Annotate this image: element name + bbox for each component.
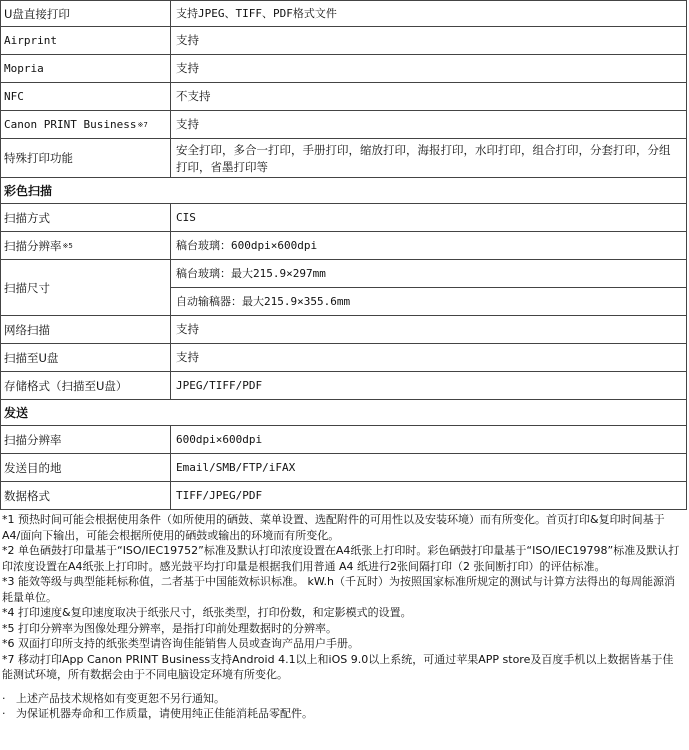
spec-label: 数据格式 [1, 482, 171, 509]
bullet-text: 为保证机器寿命和工作质量，请使用纯正佳能消耗品零配件。 [16, 707, 313, 720]
spec-row-send-destination [0, 454, 687, 482]
spec-value: 支持 [176, 350, 199, 364]
spec-label [1, 232, 171, 259]
spec-row-scan-to-usb [0, 344, 687, 372]
spec-label: 扫描方式 [1, 204, 171, 231]
spec-label [1, 111, 171, 138]
spec-row-data-format [0, 482, 687, 510]
spec-value: Email/SMB/FTP/iFAX [176, 461, 296, 474]
spec-value: TIFF/JPEG/PDF [176, 489, 263, 502]
spacer [0, 683, 684, 691]
spec-value: CIS [176, 211, 196, 224]
spec-row-nfc [0, 83, 687, 111]
footnote: *6 双面打印所支持的纸张类型请咨询佳能销售人员或查询产品用户手册。 [2, 637, 359, 650]
bullet-icon: · [2, 707, 6, 720]
spec-label: Airprint [1, 27, 171, 54]
footnote: *5 打印分辨率为图像处理分辨率，是指打印前处理数据时的分辨率。 [2, 621, 337, 635]
spec-label: 发送目的地 [1, 454, 171, 481]
spec-label: 特殊打印功能 [1, 139, 171, 177]
spec-label: 扫描分辨率 [1, 426, 171, 453]
spec-label: U盘直接打印 [1, 1, 171, 26]
footnote: *1 预热时间可能会根据使用条件（如所使用的硒鼓、菜单设置、选配附件的可用性以及安装环境）而有所变化。首页打印&复印时间基于A4/面向下输出，可能会根据所使用的硒鼓或输出的环境而有所变化。 [2, 513, 665, 542]
spec-value: 支持JPEG、TIFF、PDF格式文件 [176, 7, 337, 20]
spec-value: 稿台玻璃：600dpi×600dpi [176, 239, 318, 252]
spec-row-canon-print [0, 111, 687, 139]
spec-value: 支持 [176, 117, 199, 131]
section-title-color-scan: 彩色扫描 [0, 178, 687, 204]
spec-row-special-print [0, 139, 687, 178]
section-title-send: 发送 [0, 400, 687, 426]
spec-label-text: 扫描分辨率 [4, 238, 62, 253]
footnote-ref: ※5 [62, 241, 73, 250]
spec-value: 支持 [176, 33, 199, 47]
spec-value: 稿台玻璃：最大215.9×297mm [171, 260, 686, 288]
spec-row-scan-resolution [0, 232, 687, 260]
footnote: *3 能效等级与典型能耗标称值，二者基于中国能效标识标准。 kW.h（千瓦时）为按照国家标准所规定的测试与计算方法得出的每周能源消耗量单位。 [2, 575, 675, 604]
spec-row-usb-print [0, 0, 687, 27]
footnotes [0, 512, 684, 722]
spec-label: 存储格式（扫描至U盘） [1, 372, 171, 399]
spec-row-mopria [0, 55, 687, 83]
footnote: *7 移动打印App Canon PRINT Business支持Android 4.1以上和iOS 9.0以上系统，可通过苹果APP store及百度手机以上数据皆基于佳能测试环境，所有数据会由于不同电脑设定环境有所变化。 [2, 652, 674, 681]
spec-row-airprint [0, 27, 687, 55]
bullet-note [0, 691, 684, 707]
spec-value: JPEG/TIFF/PDF [176, 379, 263, 392]
spec-value: 自动输稿器：最大215.9×355.6mm [176, 295, 351, 308]
spec-label-text: Canon PRINT Business [4, 118, 137, 131]
spec-label: 扫描尺寸 [1, 260, 171, 315]
spec-value: 600dpi×600dpi [176, 433, 263, 446]
spec-label: Mopria [1, 55, 171, 82]
spec-label: 扫描至U盘 [1, 344, 171, 371]
spec-row-network-scan [0, 316, 687, 344]
spec-label: 网络扫描 [1, 316, 171, 343]
spec-value: 不支持 [176, 89, 211, 103]
spec-value: 支持 [176, 61, 199, 75]
bullet-icon: · [2, 691, 6, 705]
spec-label: NFC [1, 83, 171, 110]
spec-row-send-resolution [0, 426, 687, 454]
footnote: *4 打印速度&复印速度取决于纸张尺寸，纸张类型，打印份数，和定影模式的设置。 [2, 606, 412, 619]
spec-row-scan-method [0, 204, 687, 232]
spec-values [171, 260, 686, 315]
spec-row-storage-format [0, 372, 687, 400]
footnote-ref: ※7 [137, 120, 148, 129]
spec-row-scan-size [0, 260, 687, 316]
spec-value: 安全打印，多合一打印，手册打印，缩放打印，海报打印，水印打印，组合打印，分套打印，分组打印，省墨打印等 [176, 143, 671, 174]
bullet-note [0, 706, 684, 722]
spec-value: 支持 [176, 322, 199, 336]
bullet-text: 上述产品技术规格如有变更恕不另行通知。 [16, 691, 225, 705]
footnote: *2 单色硒鼓打印量基于“ISO/IEC19752”标准及默认打印浓度设置在A4纸张上打印时。彩色硒鼓打印量基于“ISO/IEC19798”标准及默认打印浓度设置在A4纸张上打印时。感光鼓平均打印量是根据我们用普通 A4 纸进行2张间隔打印（2 张间断打印）的评估标准。 [2, 544, 680, 573]
